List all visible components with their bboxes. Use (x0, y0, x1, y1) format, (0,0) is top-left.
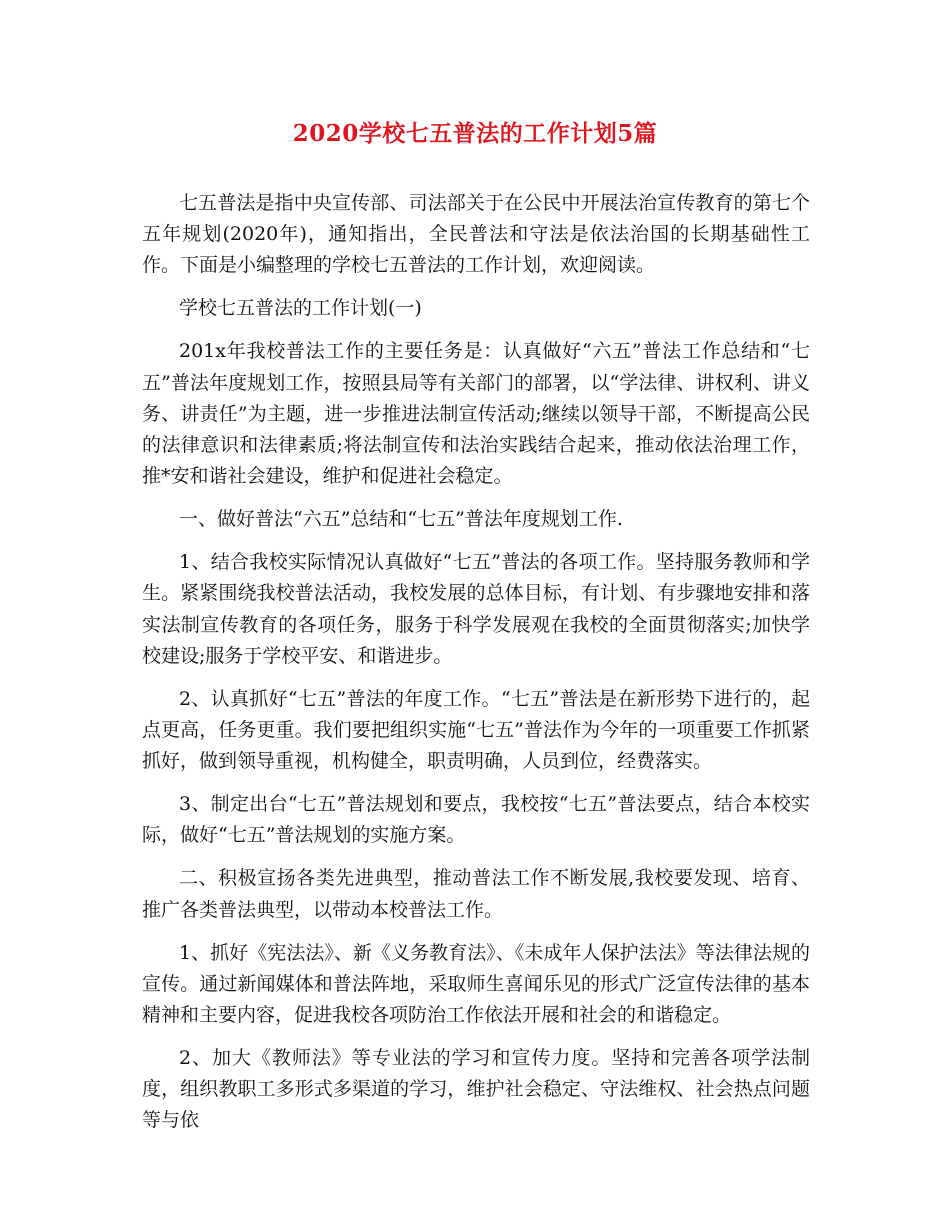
paragraph-item-3: 3、制定出台“七五”普法规划和要点，我校按“七五”普法要点，结合本校实际，做好“七五”普法规划的实施方案。 (142, 793, 810, 847)
paragraph-item-1: 1、结合我校实际情况认真做好“七五”普法的各项工作。坚持服务教师和学生。紧紧围绕我校普法活动，我校发展的总体目标，有计划、有步骤地安排和落实法制宣传教育的各项任务，服务于科学发展观在我校的全面贯彻落实;加快学校建设;服务于学校平安、和谐进步。 (142, 551, 810, 667)
paragraph-item-2: 2、认真抓好“七五”普法的年度工作。“七五”普法是在新形势下进行的，起点更高，任务更重。我们要把组织实施“七五”普法作为今年的一项重要工作抓紧抓好，做到领导重视，机构健全，职责明确，人员到位，经费落实。 (142, 687, 810, 773)
document-body (142, 188, 810, 1148)
section-heading-plan-1: 学校七五普法的工作计划(一) (179, 297, 422, 320)
paragraph-teacher-law: 2、加大《教师法》等专业法的学习和宣传力度。坚持和完善各项学法制度，组织教职工多形式多渠道的学习，维护社会稳定、守法维权、社会热点问题等与依 (142, 1047, 810, 1132)
paragraph-intro: 七五普法是指中央宣传部、司法部关于在公民中开展法治宣传教育的第七个五年规划(2020年)，通知指出，全民普法和守法是依法治国的长期基础性工作。下面是小编整理的学校七五普法的工作计划，欢迎阅读。 (142, 192, 810, 277)
paragraph-law-promotion: 1、抓好《宪法法》、新《义务教育法》、《未成年人保护法法》等法律法规的宣传。通过新闻媒体和普法阵地，采取师生喜闻乐见的形式广泛宣传法律的基本精神和主要内容，促进我校各项防治工作依法开展和社会的和谐稳定。 (142, 941, 810, 1027)
document-title: 2020学校七五普法的工作计划5篇 (292, 120, 658, 147)
paragraph-main-tasks: 201x年我校普法工作的主要任务是：认真做好“六五”普法工作总结和“七五”普法年度规划工作，按照县局等有关部门的部署，以“学法律、讲权利、讲义务、讲责任”为主题，进一步推进法制宣传活动;继续以领导干部，不断提高公民的法律意识和法律素质;将法制宣传和法治实践结合起来，推动依法治理工作，推*安和谐社会建设，维护和促进社会稳定。 (142, 340, 810, 488)
section-heading-one: 一、做好普法“六五”总结和“七五”普法年度规划工作. (179, 508, 623, 531)
section-heading-two: 二、积极宣扬各类先进典型，推动普法工作不断发展,我校要发现、培育、推广各类普法典型，以带动本校普法工作。 (142, 867, 810, 921)
